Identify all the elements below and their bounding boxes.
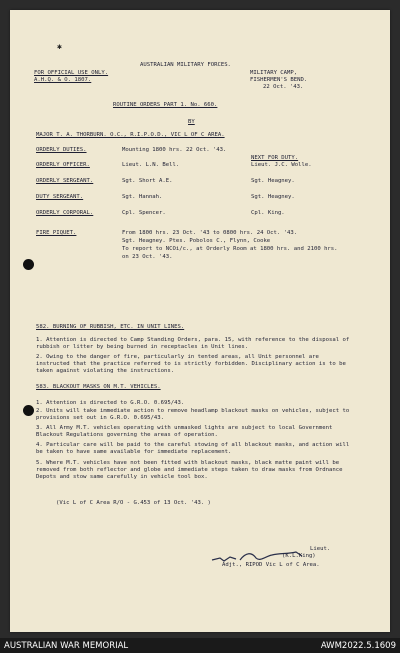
official-use: FOR OFFICIAL USE ONLY. <box>34 70 109 76</box>
fire-piquet-line: From 1800 hrs. 23 Oct. '43 to 0800 hrs. 24 Oct. '43. <box>122 230 298 236</box>
section-paragraph: 5. Where M.T. vehicles have not been fitted with blackout masks, black matte paint will be removed from both reflector and globe and immediate steps taken to draw masks from Ordnance Depots and stow same carefully in vehicle tool box. <box>36 460 343 480</box>
pin-mark-icon: ✱ <box>57 42 62 51</box>
section-paragraph: 4. Particular care will be paid to the careful stowing of all blackout masks, and action will be taken to have same available for immediate replacement. <box>36 442 350 455</box>
duty-label: DUTY SERGEANT. <box>36 194 84 200</box>
duty-label: ORDERLY CORPORAL. <box>36 210 94 216</box>
duty-value: Cpl. Spencer. <box>122 210 166 216</box>
signatory-title: Adjt., RIPOD Vic L of C Area. <box>222 562 320 568</box>
duty-label: ORDERLY SERGEANT. <box>36 178 94 184</box>
section-paragraph: 2. Owing to the danger of fire, particularly in tented areas, all Unit personnel are instructed that the practice referred to is strictly forbidden. Disciplinary action is to be taken against violating the instructions. <box>36 354 346 374</box>
next-duty-value: Lieut. J.C. Wolle. <box>251 162 312 168</box>
duty-label: ORDERLY OFFICER. <box>36 162 90 168</box>
doc-title: AUSTRALIAN MILITARY FORCES. <box>140 62 231 68</box>
doc-reference: A.H.Q. & O. 1807. <box>34 77 92 83</box>
section-paragraph: 1. Attention is directed to Camp Standing Orders, para. 15, with reference to the disposal of rubbish or litter by being burned in receptacles in Unit lines. <box>36 337 350 350</box>
routine-orders-heading: ROUTINE ORDERS PART 1. No. 660. <box>113 102 218 108</box>
document-page <box>10 10 390 632</box>
archive-footer <box>0 638 400 653</box>
doc-date: 22 Oct. '43. <box>263 84 304 90</box>
signatory-rank: Lieut. <box>310 546 331 552</box>
section-heading: 582. BURNING OF RUBBISH, ETC. IN UNIT LINES. <box>36 324 185 330</box>
next-duty-value: Sgt. Heagney. <box>251 194 295 200</box>
duty-value: Lieut. L.N. Bell. <box>122 162 180 168</box>
footer-accession-number: AWM2022.5.1609 <box>320 641 396 651</box>
camp-line2: FISHERMEN'S BEND. <box>250 77 308 83</box>
next-duty-value: Cpl. King. <box>251 210 285 216</box>
major-line: MAJOR T. A. THORBURN. O.C., R.I.P.O.D., VIC L OF C AREA. <box>36 132 225 138</box>
fire-piquet-line: To report to NCOi/c., at Orderly Room at 1800 hrs. and 2100 hrs. <box>122 246 338 252</box>
footer-institution: AUSTRALIAN WAR MEMORIAL <box>4 641 129 651</box>
punch-hole <box>23 405 34 416</box>
duty-value: Mounting 1800 hrs. 22 Oct. '43. <box>122 147 227 153</box>
next-duty-header: NEXT FOR DUTY. <box>251 155 299 161</box>
section-heading: 583. BLACKOUT MASKS ON M.T. VEHICLES. <box>36 384 161 390</box>
fire-piquet-line: on 23 Oct. '43. <box>122 254 173 260</box>
order-reference: (Vic L of C Area R/O - G.453 of 13 Oct. '43. ) <box>56 500 211 506</box>
section-paragraph: 1. Attention is directed to G.R.O. 0.695/43. <box>36 400 185 406</box>
next-duty-value: Sgt. Heagney. <box>251 178 295 184</box>
duty-value: Sgt. Hannah. <box>122 194 163 200</box>
duty-value: Sgt. Short A.E. <box>122 178 173 184</box>
fire-piquet-line: Sgt. Heagney. Ptes. Pobolos C., Flynn, Cooke <box>122 238 271 244</box>
signatory-name: (K.L.King) <box>282 553 316 559</box>
by-line: BY <box>188 119 195 125</box>
duty-label: ORDERLY DUTIES. <box>36 147 87 153</box>
camp-line1: MILITARY CAMP, <box>250 70 298 76</box>
fire-piquet-label: FIRE PIQUET. <box>36 230 77 236</box>
section-paragraph: 3. All Army M.T. vehicles operating with unmasked lights are subject to local Government Blackout Regulations governing the areas of operation. <box>36 425 333 438</box>
punch-hole <box>23 259 34 270</box>
section-paragraph: 2. Units will take immediate action to remove headlamp blackout masks on vehicles, subject to provisions set out in G.R.O. 0.695/43. <box>36 408 350 421</box>
